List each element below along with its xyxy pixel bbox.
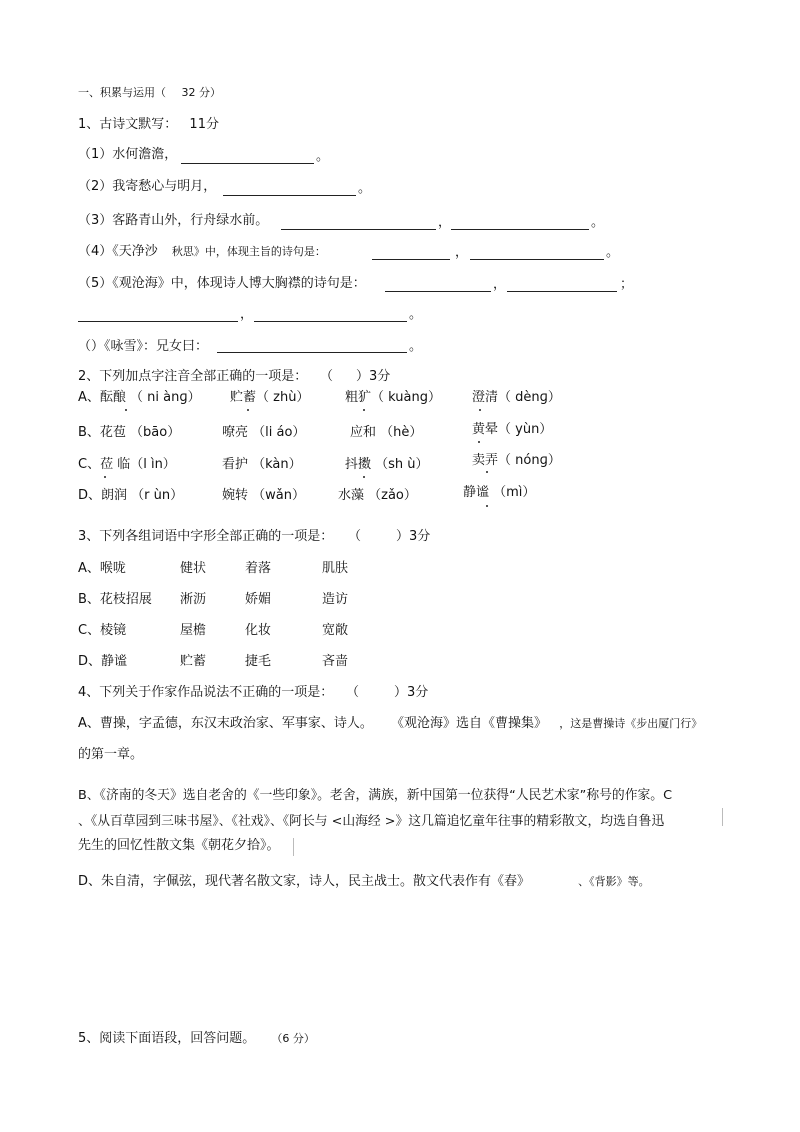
q4-option-d-line: [78, 873, 650, 891]
q1-item-3-blank-1[interactable]: [281, 229, 436, 230]
q4-option-a-part2: 《观沧海》选自《曹操集》: [391, 716, 548, 731]
q4-paren-close: ）3分: [394, 685, 429, 700]
q2-option-b-2: 嘹亮 （li áo）: [222, 425, 306, 440]
q2-option-a-2: 贮蓄（ zhù）: [230, 390, 310, 405]
q3-option-b-2: 淅沥: [180, 592, 207, 607]
q3-paren-open: （: [348, 529, 362, 544]
q1-item-3-end: 。: [591, 215, 605, 230]
q1-title: [78, 116, 219, 134]
q2-option-c-2: 看护 （kàn）: [222, 457, 302, 472]
q1-item-4-end: 。: [606, 245, 620, 260]
q4-paren-open: （: [346, 685, 360, 700]
q3-option-c-2: 屋檐: [180, 623, 207, 638]
q2-title: 2、下列加点字注音全部正确的一项是：: [78, 369, 308, 384]
q2-option-a: A、酝酿 （ ni ànɡ）: [78, 390, 201, 405]
q1-item-4-label: [78, 243, 326, 261]
q4-option-a-line2: 的第一章。: [78, 747, 144, 762]
q1-item-5-mid: ，: [493, 277, 507, 292]
section-title: [78, 84, 221, 102]
q2-option-d-2: 婉转 （wǎn）: [222, 488, 305, 503]
q1-item-6-end: 。: [409, 339, 423, 354]
q1-item-2-label: （2）我寄愁心与明月，: [78, 179, 217, 194]
q3-option-c: C、棱镜: [78, 623, 127, 638]
q1-item-4-blank-1[interactable]: [372, 259, 450, 260]
emphasis-dot: [478, 441, 480, 443]
q4-option-a-part1: A、曹操，字孟德，东汉末政治家、军事家、诗人。: [78, 716, 373, 731]
q1-item-5-end: ；: [620, 277, 634, 292]
section-score: 32 分）: [181, 86, 221, 99]
q4-option-c-line1: 、《从百草园到三味书屋》、《社戏》、《阿长与 <山海经 >》这几篇追忆童年往事的精彩散文，均选自鲁迅: [78, 814, 665, 829]
q2-option-b-3: 应和 （hè）: [350, 425, 423, 440]
q3-option-d: D、静谧: [78, 654, 128, 669]
q4-option-c-line2: 先生的回忆性散文集《朝花夕拾》。: [78, 838, 280, 853]
q1-item-5b-mid: ，: [240, 307, 254, 322]
q2-option-a-4: 澄清（ dènɡ）: [472, 390, 561, 405]
q2-option-c-4: 卖弄（ nónɡ）: [472, 453, 561, 468]
emphasis-dot: [486, 505, 488, 507]
q1-title-text: 1、古诗文默写：: [78, 117, 178, 132]
q1-item-1-end: 。: [316, 149, 330, 164]
q2-option-a-3: 粗犷（ kuàng）: [345, 390, 441, 405]
q1-item-5-label: （5）《观沧海》中，体现诗人博大胸襟的诗句是：: [78, 276, 366, 291]
q3-option-c-3: 化妆: [245, 623, 272, 638]
q2-paren-open: （: [320, 369, 334, 384]
q1-item-5b-blank-2[interactable]: [254, 321, 407, 322]
emphasis-dot: [125, 409, 127, 411]
divider: [722, 808, 723, 826]
q1-item-2-end: 。: [358, 181, 372, 196]
q1-score: 11分: [189, 117, 219, 132]
divider: [293, 838, 294, 856]
q3-option-d-3: 捷毛: [245, 654, 272, 669]
q1-item-4-label-b: 秋思》中，体现主旨的诗句是：: [171, 245, 326, 258]
q1-item-4-blank-2[interactable]: [470, 259, 604, 260]
q3-paren-close: ）3分: [396, 529, 431, 544]
q3-option-a-4: 肌肤: [322, 561, 349, 576]
q2-option-b: B、花苞 （bāo）: [78, 425, 181, 440]
q1-item-6-blank[interactable]: [217, 352, 407, 353]
q3-option-b-3: 娇媚: [245, 592, 272, 607]
q1-item-1-blank[interactable]: [181, 163, 314, 164]
emphasis-dot: [479, 409, 481, 411]
q1-item-5-blank-2[interactable]: [507, 291, 617, 292]
emphasis-dot: [363, 476, 365, 478]
q5-title-text: 5、阅读下面语段，回答问题。: [78, 1031, 256, 1046]
emphasis-dot: [486, 471, 488, 473]
emphasis-dot: [363, 409, 365, 411]
q3-option-b-4: 造访: [322, 592, 349, 607]
q4-option-b-line: B、《济南的冬天》选自老舍的《一些印象》。老舍，满族，新中国第一位获得“人民艺术家”称号的作家。C: [78, 788, 673, 803]
q3-option-d-2: 贮蓄: [180, 654, 207, 669]
q1-item-3-label: （3）客路青山外，行舟绿水前。: [78, 213, 269, 228]
q4-option-d-part2: 、《背影》等。: [578, 875, 650, 888]
q1-item-4-mid: ，: [455, 245, 469, 260]
q2-option-d-3: 水藻 （zǎo）: [338, 488, 417, 503]
q5-score: （6 分）: [271, 1032, 315, 1045]
q3-option-a: A、喉咙: [78, 561, 126, 576]
q4-title: 4、下列关于作家作品说法不正确的一项是：: [78, 685, 334, 700]
q3-option-c-4: 宽敞: [322, 623, 349, 638]
q2-option-d-4: 静谧 （mì）: [463, 485, 536, 500]
q2-option-b-4: 黄晕（ yùn）: [472, 422, 553, 437]
emphasis-dot: [247, 409, 249, 411]
q1-item-5b-end: 。: [409, 307, 423, 322]
q4-option-a-part3: ，这是曹操诗《步出厦门行》: [559, 717, 703, 730]
emphasis-dot: [104, 476, 106, 478]
q2-option-c-3: 抖擞 （sh ù）: [345, 457, 429, 472]
q3-option-d-4: 吝啬: [322, 654, 349, 669]
q1-item-1-label: （1）水何澹澹，: [78, 147, 178, 162]
q1-item-3-mid: ，: [438, 215, 452, 230]
q1-item-3-blank-2[interactable]: [451, 229, 589, 230]
q4-option-a-line1: [78, 715, 702, 733]
q1-item-5b-blank-1[interactable]: [78, 321, 238, 322]
section-title-label: 一、积累与运用（: [78, 86, 166, 99]
q1-item-6-label: （）《咏雪》：兄女曰：: [78, 339, 209, 354]
q1-item-4-label-a: （4）《天净沙: [78, 244, 158, 259]
q1-item-2-blank[interactable]: [223, 195, 356, 196]
q3-title: 3、下列各组词语中字形全部正确的一项是：: [78, 529, 334, 544]
q2-option-c: C、莅 临（l ìn）: [78, 457, 176, 472]
q5-title: [78, 1030, 315, 1048]
q3-option-a-2: 健状: [180, 561, 207, 576]
q2-paren-close: ）3分: [356, 369, 391, 384]
q2-option-d: D、朗润 （r ùn）: [78, 488, 184, 503]
q3-option-a-3: 着落: [245, 561, 272, 576]
q4-option-d-part1: D、朱自清，字佩弦，现代著名散文家，诗人，民主战士。散文代表作有《春》: [78, 874, 531, 889]
q3-option-b: B、花枝招展: [78, 592, 152, 607]
q1-item-5-blank-1[interactable]: [385, 291, 491, 292]
